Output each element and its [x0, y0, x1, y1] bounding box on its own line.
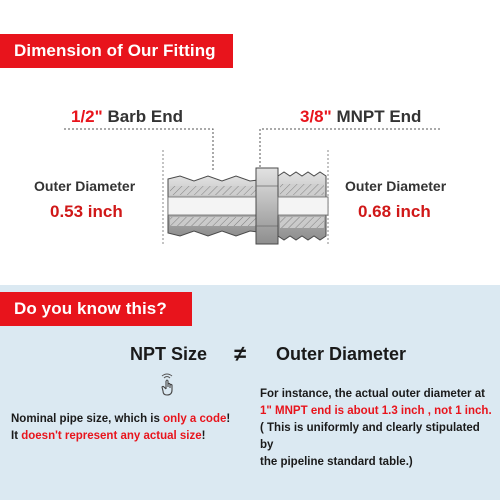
note-right-line-3: ( This is uniformly and clearly stipulated by: [260, 422, 480, 451]
barb-end-label: Barb End: [107, 107, 183, 126]
note-left-line-1: Nominal pipe size, which is only a code!: [11, 413, 231, 425]
right-outer-diameter-label: Outer Diameter: [345, 178, 447, 194]
mnpt-end-size: 3/8": [300, 107, 332, 126]
barb-leader: [64, 129, 213, 171]
npt-size-label: NPT Size: [130, 344, 208, 364]
note-right-line-2: 1" MNPT end is about 1.3 inch , not 1 inch.: [260, 405, 492, 417]
note-left-line-2: It doesn't represent any actual size!: [11, 430, 206, 442]
right-outer-diameter-value: 0.68 inch: [358, 202, 431, 221]
do-you-know-title: Do you know this?: [14, 299, 167, 318]
note-right-line-4: the pipeline standard table.): [260, 456, 413, 468]
do-you-know-banner: [0, 292, 192, 326]
mnpt-leader: [260, 129, 440, 171]
dimension-banner-title: Dimension of Our Fitting: [14, 41, 216, 60]
left-outer-diameter-value: 0.53 inch: [50, 202, 123, 221]
mnpt-end-label: MNPT End: [336, 107, 422, 126]
note-right: [260, 386, 496, 471]
thinking-hand-icon: [156, 372, 178, 398]
fitting-body: [168, 168, 328, 244]
not-equal-sign: ≠: [234, 341, 247, 366]
outer-diameter-heading: Outer Diameter: [276, 344, 407, 364]
note-right-line-1: For instance, the actual outer diameter at: [260, 388, 485, 400]
note-left: [11, 411, 251, 445]
left-outer-diameter-label: Outer Diameter: [34, 178, 136, 194]
barb-end-size: 1/2": [71, 107, 103, 126]
